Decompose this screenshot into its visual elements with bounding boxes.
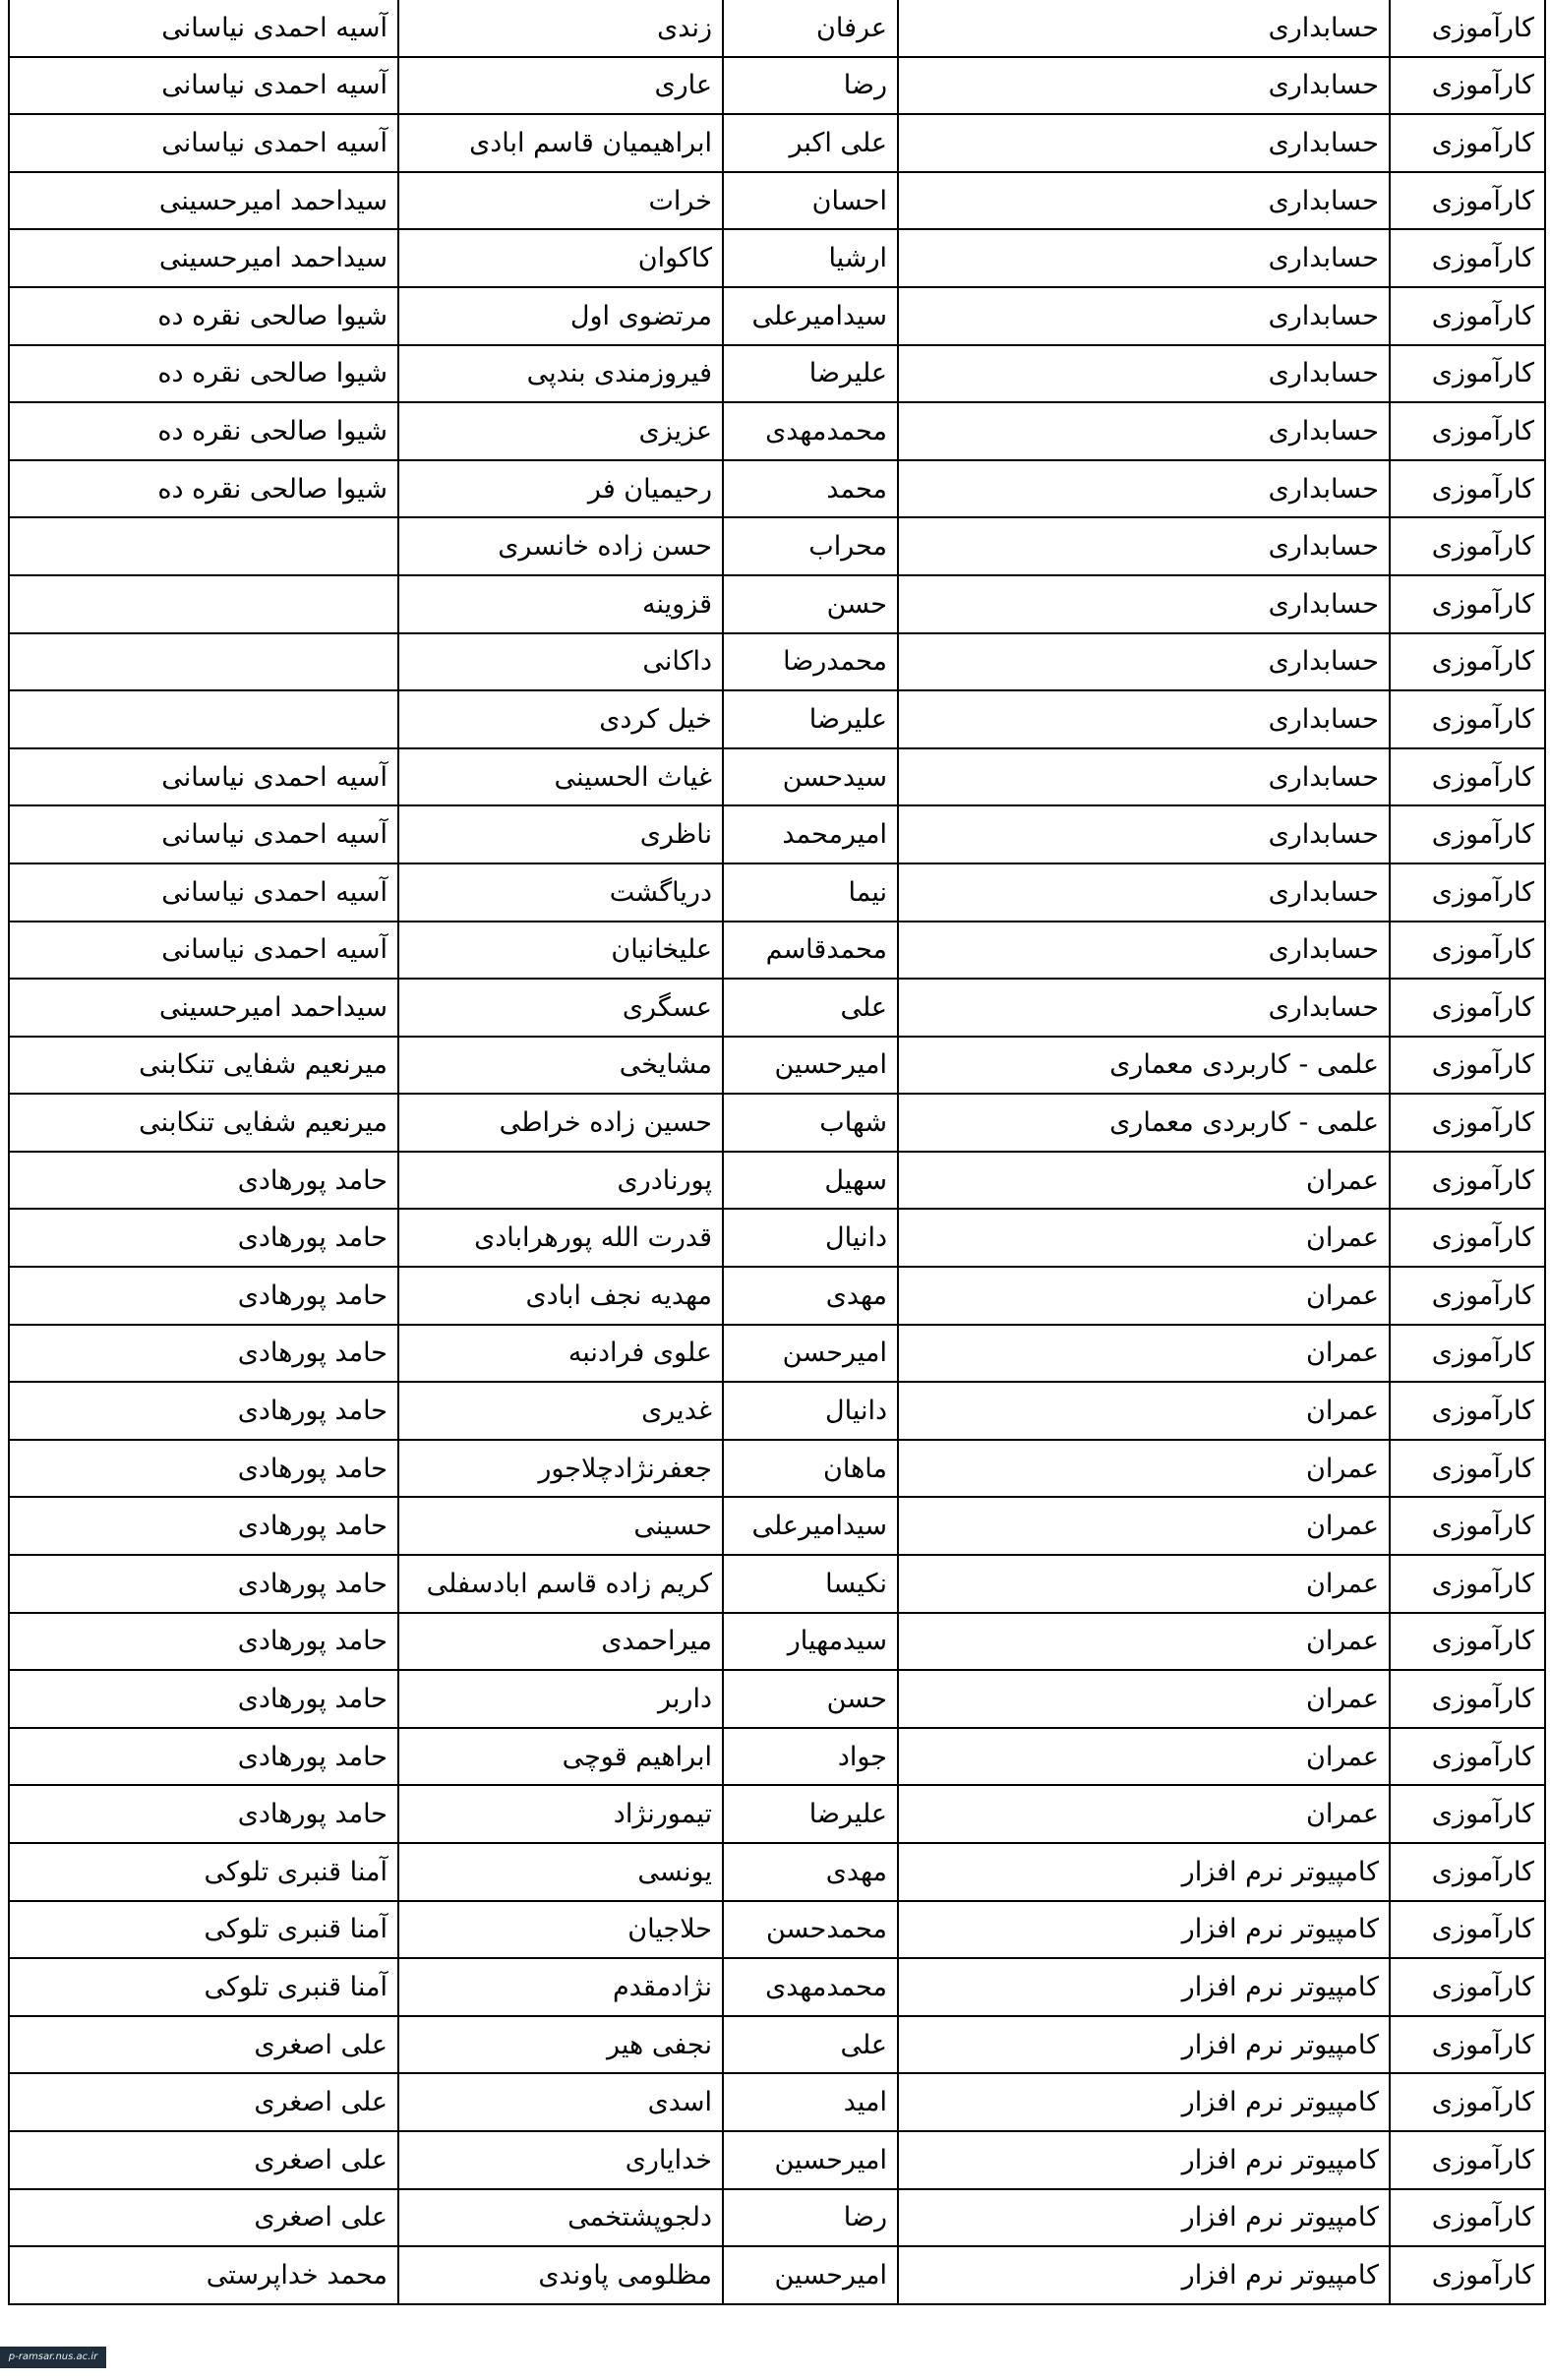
first-name-cell: محمدمهدی <box>723 1958 898 2016</box>
first-name-cell: شهاب <box>723 1094 898 1152</box>
supervisor-cell: سیداحمد امیرحسینی <box>9 229 398 287</box>
first-name-cell: جواد <box>723 1728 898 1786</box>
table-row <box>9 1670 1545 1728</box>
last-name-cell: میراحمدی <box>398 1613 723 1671</box>
major-cell: حسابداری <box>898 690 1390 748</box>
supervisor-cell: حامد پورهادی <box>9 1785 398 1843</box>
supervisor-cell: حامد پورهادی <box>9 1267 398 1325</box>
last-name-cell: داکانی <box>398 633 723 691</box>
course-cell: کارآموزی <box>1390 172 1545 230</box>
last-name-cell: کاکوان <box>398 229 723 287</box>
major-cell: عمران <box>898 1209 1390 1267</box>
supervisor-cell: حامد پورهادی <box>9 1440 398 1498</box>
major-cell: عمران <box>898 1728 1390 1786</box>
major-cell: حسابداری <box>898 114 1390 172</box>
first-name-cell: علی <box>723 2016 898 2074</box>
last-name-cell: حسین زاده خراطی <box>398 1094 723 1152</box>
course-cell: کارآموزی <box>1390 1037 1545 1095</box>
major-cell: عمران <box>898 1382 1390 1440</box>
last-name-cell: مشایخی <box>398 1037 723 1095</box>
last-name-cell: حسینی <box>398 1497 723 1555</box>
table-row <box>9 517 1545 575</box>
course-cell: کارآموزی <box>1390 1555 1545 1613</box>
table-row <box>9 1094 1545 1152</box>
first-name-cell: امید <box>723 2073 898 2131</box>
supervisor-cell: میرنعیم شفایی تنکابنی <box>9 1037 398 1095</box>
major-cell: عمران <box>898 1555 1390 1613</box>
first-name-cell: سیدمهیار <box>723 1613 898 1671</box>
supervisor-cell: شیوا صالحی نقره ده <box>9 402 398 460</box>
major-cell: کامپیوتر نرم افزار <box>898 2073 1390 2131</box>
first-name-cell: رضا <box>723 2189 898 2247</box>
table-row <box>9 1785 1545 1843</box>
table-row <box>9 114 1545 172</box>
supervisor-cell: آسیه احمدی نیاسانی <box>9 0 398 57</box>
last-name-cell: خدایاری <box>398 2131 723 2189</box>
table-row <box>9 57 1545 115</box>
supervisor-cell: آمنا قنبری تلوکی <box>9 1958 398 2016</box>
major-cell: حسابداری <box>898 229 1390 287</box>
course-cell: کارآموزی <box>1390 690 1545 748</box>
course-cell: کارآموزی <box>1390 57 1545 115</box>
table-row <box>9 1555 1545 1613</box>
course-cell: کارآموزی <box>1390 1267 1545 1325</box>
major-cell: کامپیوتر نرم افزار <box>898 2131 1390 2189</box>
first-name-cell: مهدی <box>723 1843 898 1901</box>
first-name-cell: سهیل <box>723 1152 898 1210</box>
course-cell: کارآموزی <box>1390 1901 1545 1959</box>
course-cell: کارآموزی <box>1390 979 1545 1037</box>
table-row <box>9 633 1545 691</box>
table-row <box>9 748 1545 806</box>
table-row <box>9 1209 1545 1267</box>
course-cell: کارآموزی <box>1390 460 1545 518</box>
first-name-cell: علی <box>723 979 898 1037</box>
major-cell: عمران <box>898 1613 1390 1671</box>
first-name-cell: سیدامیرعلی <box>723 1497 898 1555</box>
first-name-cell: دانیال <box>723 1382 898 1440</box>
table-row <box>9 690 1545 748</box>
last-name-cell: قزوینه <box>398 575 723 633</box>
supervisor-cell: شیوا صالحی نقره ده <box>9 287 398 345</box>
major-cell: حسابداری <box>898 863 1390 922</box>
course-cell: کارآموزی <box>1390 229 1545 287</box>
supervisor-cell: حامد پورهادی <box>9 1728 398 1786</box>
major-cell: عمران <box>898 1152 1390 1210</box>
first-name-cell: علی اکبر <box>723 114 898 172</box>
last-name-cell: یونسی <box>398 1843 723 1901</box>
course-cell: کارآموزی <box>1390 345 1545 403</box>
last-name-cell: خیل کردی <box>398 690 723 748</box>
supervisor-cell: محمد خداپرستی <box>9 2246 398 2304</box>
major-cell: کامپیوتر نرم افزار <box>898 2016 1390 2074</box>
table-row <box>9 1901 1545 1959</box>
last-name-cell: اسدی <box>398 2073 723 2131</box>
supervisor-cell: حامد پورهادی <box>9 1152 398 1210</box>
table-row <box>9 402 1545 460</box>
first-name-cell: امیرحسن <box>723 1325 898 1383</box>
table-row <box>9 229 1545 287</box>
first-name-cell: علیرضا <box>723 345 898 403</box>
supervisor-cell: سیداحمد امیرحسینی <box>9 172 398 230</box>
course-cell: کارآموزی <box>1390 1497 1545 1555</box>
table-row <box>9 1325 1545 1383</box>
course-cell: کارآموزی <box>1390 517 1545 575</box>
course-cell: کارآموزی <box>1390 633 1545 691</box>
last-name-cell: پورنادری <box>398 1152 723 1210</box>
supervisor-cell: حامد پورهادی <box>9 1209 398 1267</box>
last-name-cell: عسگری <box>398 979 723 1037</box>
course-cell: کارآموزی <box>1390 0 1545 57</box>
table-row <box>9 922 1545 980</box>
table-row <box>9 1843 1545 1901</box>
last-name-cell: رحیمیان فر <box>398 460 723 518</box>
course-cell: کارآموزی <box>1390 2189 1545 2247</box>
first-name-cell: احسان <box>723 172 898 230</box>
supervisor-cell: حامد پورهادی <box>9 1497 398 1555</box>
table-row <box>9 0 1545 57</box>
table-row <box>9 172 1545 230</box>
last-name-cell: ابراهیمیان قاسم ابادی <box>398 114 723 172</box>
last-name-cell: حلاجیان <box>398 1901 723 1959</box>
first-name-cell: نیما <box>723 863 898 922</box>
major-cell: حسابداری <box>898 172 1390 230</box>
course-cell: کارآموزی <box>1390 1613 1545 1671</box>
first-name-cell: محراب <box>723 517 898 575</box>
major-cell: حسابداری <box>898 979 1390 1037</box>
table-row <box>9 1728 1545 1786</box>
table-row <box>9 1267 1545 1325</box>
supervisor-cell: آسیه احمدی نیاسانی <box>9 748 398 806</box>
supervisor-cell: سیداحمد امیرحسینی <box>9 979 398 1037</box>
table-row <box>9 863 1545 922</box>
last-name-cell: خرات <box>398 172 723 230</box>
table-row <box>9 345 1545 403</box>
course-cell: کارآموزی <box>1390 1382 1545 1440</box>
table-row <box>9 2131 1545 2189</box>
first-name-cell: سیدحسن <box>723 748 898 806</box>
table-row <box>9 1382 1545 1440</box>
table-row <box>9 1958 1545 2016</box>
table-row <box>9 1037 1545 1095</box>
supervisor-cell: آسیه احمدی نیاسانی <box>9 57 398 115</box>
last-name-cell: غدیری <box>398 1382 723 1440</box>
table-row <box>9 2073 1545 2131</box>
first-name-cell: امیرحسین <box>723 2131 898 2189</box>
course-cell: کارآموزی <box>1390 1785 1545 1843</box>
table-row <box>9 287 1545 345</box>
first-name-cell: سیدامیرعلی <box>723 287 898 345</box>
supervisor-cell: آمنا قنبری تلوکی <box>9 1843 398 1901</box>
supervisor-cell: حامد پورهادی <box>9 1325 398 1383</box>
supervisor-cell: آمنا قنبری تلوکی <box>9 1901 398 1959</box>
course-cell: کارآموزی <box>1390 805 1545 863</box>
supervisor-cell: میرنعیم شفایی تنکابنی <box>9 1094 398 1152</box>
first-name-cell: ارشیا <box>723 229 898 287</box>
course-cell: کارآموزی <box>1390 863 1545 922</box>
supervisor-cell: علی اصغری <box>9 2016 398 2074</box>
table-row <box>9 1440 1545 1498</box>
major-cell: حسابداری <box>898 345 1390 403</box>
last-name-cell: غیاث الحسینی <box>398 748 723 806</box>
major-cell: علمی - کاربردی معماری <box>898 1037 1390 1095</box>
supervisor-cell: علی اصغری <box>9 2189 398 2247</box>
table-row <box>9 1497 1545 1555</box>
course-cell: کارآموزی <box>1390 1728 1545 1786</box>
table-row <box>9 460 1545 518</box>
last-name-cell: ابراهیم قوچی <box>398 1728 723 1786</box>
first-name-cell: امیرحسین <box>723 2246 898 2304</box>
major-cell: حسابداری <box>898 633 1390 691</box>
course-cell: کارآموزی <box>1390 748 1545 806</box>
course-cell: کارآموزی <box>1390 2131 1545 2189</box>
last-name-cell: علوی فرادنبه <box>398 1325 723 1383</box>
supervisor-cell: شیوا صالحی نقره ده <box>9 460 398 518</box>
last-name-cell: علیخانیان <box>398 922 723 980</box>
last-name-cell: فیروزمندی بندپی <box>398 345 723 403</box>
last-name-cell: تیمورنژاد <box>398 1785 723 1843</box>
course-cell: کارآموزی <box>1390 1843 1545 1901</box>
last-name-cell: ناظری <box>398 805 723 863</box>
course-cell: کارآموزی <box>1390 1325 1545 1383</box>
supervisor-cell <box>9 633 398 691</box>
last-name-cell: مهدیه نجف ابادی <box>398 1267 723 1325</box>
last-name-cell: مظلومی پاوندی <box>398 2246 723 2304</box>
supervisor-cell <box>9 575 398 633</box>
supervisor-cell: علی اصغری <box>9 2073 398 2131</box>
major-cell: حسابداری <box>898 805 1390 863</box>
first-name-cell: رضا <box>723 57 898 115</box>
course-cell: کارآموزی <box>1390 575 1545 633</box>
last-name-cell: جعفرنژادچلاجور <box>398 1440 723 1498</box>
major-cell: عمران <box>898 1497 1390 1555</box>
last-name-cell: حسن زاده خانسری <box>398 517 723 575</box>
site-watermark: p-ramsar.nus.ac.ir <box>0 2347 106 2368</box>
course-cell: کارآموزی <box>1390 1440 1545 1498</box>
first-name-cell: علیرضا <box>723 690 898 748</box>
course-cell: کارآموزی <box>1390 1670 1545 1728</box>
major-cell: عمران <box>898 1267 1390 1325</box>
last-name-cell: دریاگشت <box>398 863 723 922</box>
first-name-cell: محمدقاسم <box>723 922 898 980</box>
course-cell: کارآموزی <box>1390 1152 1545 1210</box>
major-cell: حسابداری <box>898 0 1390 57</box>
course-cell: کارآموزی <box>1390 2073 1545 2131</box>
major-cell: کامپیوتر نرم افزار <box>898 1843 1390 1901</box>
supervisor-cell: حامد پورهادی <box>9 1382 398 1440</box>
supervisor-cell: علی اصغری <box>9 2131 398 2189</box>
major-cell: حسابداری <box>898 922 1390 980</box>
first-name-cell: نکیسا <box>723 1555 898 1613</box>
first-name-cell: مهدی <box>723 1267 898 1325</box>
first-name-cell: امیرحسین <box>723 1037 898 1095</box>
last-name-cell: عاری <box>398 57 723 115</box>
first-name-cell: دانیال <box>723 1209 898 1267</box>
first-name-cell: ماهان <box>723 1440 898 1498</box>
major-cell: عمران <box>898 1670 1390 1728</box>
last-name-cell: کریم زاده قاسم ابادسفلی <box>398 1555 723 1613</box>
major-cell: حسابداری <box>898 748 1390 806</box>
last-name-cell: نژادمقدم <box>398 1958 723 2016</box>
course-cell: کارآموزی <box>1390 287 1545 345</box>
major-cell: حسابداری <box>898 402 1390 460</box>
major-cell: کامپیوتر نرم افزار <box>898 2189 1390 2247</box>
last-name-cell: داربر <box>398 1670 723 1728</box>
supervisor-cell: آسیه احمدی نیاسانی <box>9 863 398 922</box>
major-cell: حسابداری <box>898 57 1390 115</box>
major-cell: عمران <box>898 1785 1390 1843</box>
first-name-cell: عرفان <box>723 0 898 57</box>
course-cell: کارآموزی <box>1390 1094 1545 1152</box>
supervisor-cell: آسیه احمدی نیاسانی <box>9 805 398 863</box>
roster-sheet <box>8 0 1544 2305</box>
supervisor-cell: آسیه احمدی نیاسانی <box>9 922 398 980</box>
supervisor-cell: حامد پورهادی <box>9 1555 398 1613</box>
course-cell: کارآموزی <box>1390 2246 1545 2304</box>
first-name-cell: محمد <box>723 460 898 518</box>
supervisor-cell: شیوا صالحی نقره ده <box>9 345 398 403</box>
table-row <box>9 979 1545 1037</box>
first-name-cell: محمدحسن <box>723 1901 898 1959</box>
major-cell: کامپیوتر نرم افزار <box>898 1958 1390 2016</box>
major-cell: کامپیوتر نرم افزار <box>898 2246 1390 2304</box>
table-row <box>9 575 1545 633</box>
table-row <box>9 2016 1545 2074</box>
first-name-cell: محمدرضا <box>723 633 898 691</box>
first-name-cell: حسن <box>723 575 898 633</box>
last-name-cell: قدرت الله پورهرابادی <box>398 1209 723 1267</box>
roster-table <box>8 0 1546 2305</box>
table-row <box>9 2189 1545 2247</box>
table-row <box>9 1613 1545 1671</box>
last-name-cell: نجفی هیر <box>398 2016 723 2074</box>
table-row <box>9 805 1545 863</box>
last-name-cell: مرتضوی اول <box>398 287 723 345</box>
last-name-cell: عزیزی <box>398 402 723 460</box>
course-cell: کارآموزی <box>1390 922 1545 980</box>
major-cell: کامپیوتر نرم افزار <box>898 1901 1390 1959</box>
roster-table-body <box>9 0 1545 2304</box>
first-name-cell: علیرضا <box>723 1785 898 1843</box>
course-cell: کارآموزی <box>1390 2016 1545 2074</box>
supervisor-cell: حامد پورهادی <box>9 1613 398 1671</box>
supervisor-cell <box>9 517 398 575</box>
course-cell: کارآموزی <box>1390 1958 1545 2016</box>
first-name-cell: محمدمهدی <box>723 402 898 460</box>
table-row <box>9 1152 1545 1210</box>
first-name-cell: حسن <box>723 1670 898 1728</box>
table-row <box>9 2246 1545 2304</box>
major-cell: حسابداری <box>898 460 1390 518</box>
course-cell: کارآموزی <box>1390 1209 1545 1267</box>
major-cell: عمران <box>898 1325 1390 1383</box>
course-cell: کارآموزی <box>1390 114 1545 172</box>
course-cell: کارآموزی <box>1390 402 1545 460</box>
major-cell: عمران <box>898 1440 1390 1498</box>
major-cell: حسابداری <box>898 575 1390 633</box>
major-cell: علمی - کاربردی معماری <box>898 1094 1390 1152</box>
first-name-cell: امیرمحمد <box>723 805 898 863</box>
last-name-cell: دلجوپشتخمی <box>398 2189 723 2247</box>
supervisor-cell <box>9 690 398 748</box>
major-cell: حسابداری <box>898 287 1390 345</box>
supervisor-cell: آسیه احمدی نیاسانی <box>9 114 398 172</box>
last-name-cell: زندی <box>398 0 723 57</box>
supervisor-cell: حامد پورهادی <box>9 1670 398 1728</box>
major-cell: حسابداری <box>898 517 1390 575</box>
